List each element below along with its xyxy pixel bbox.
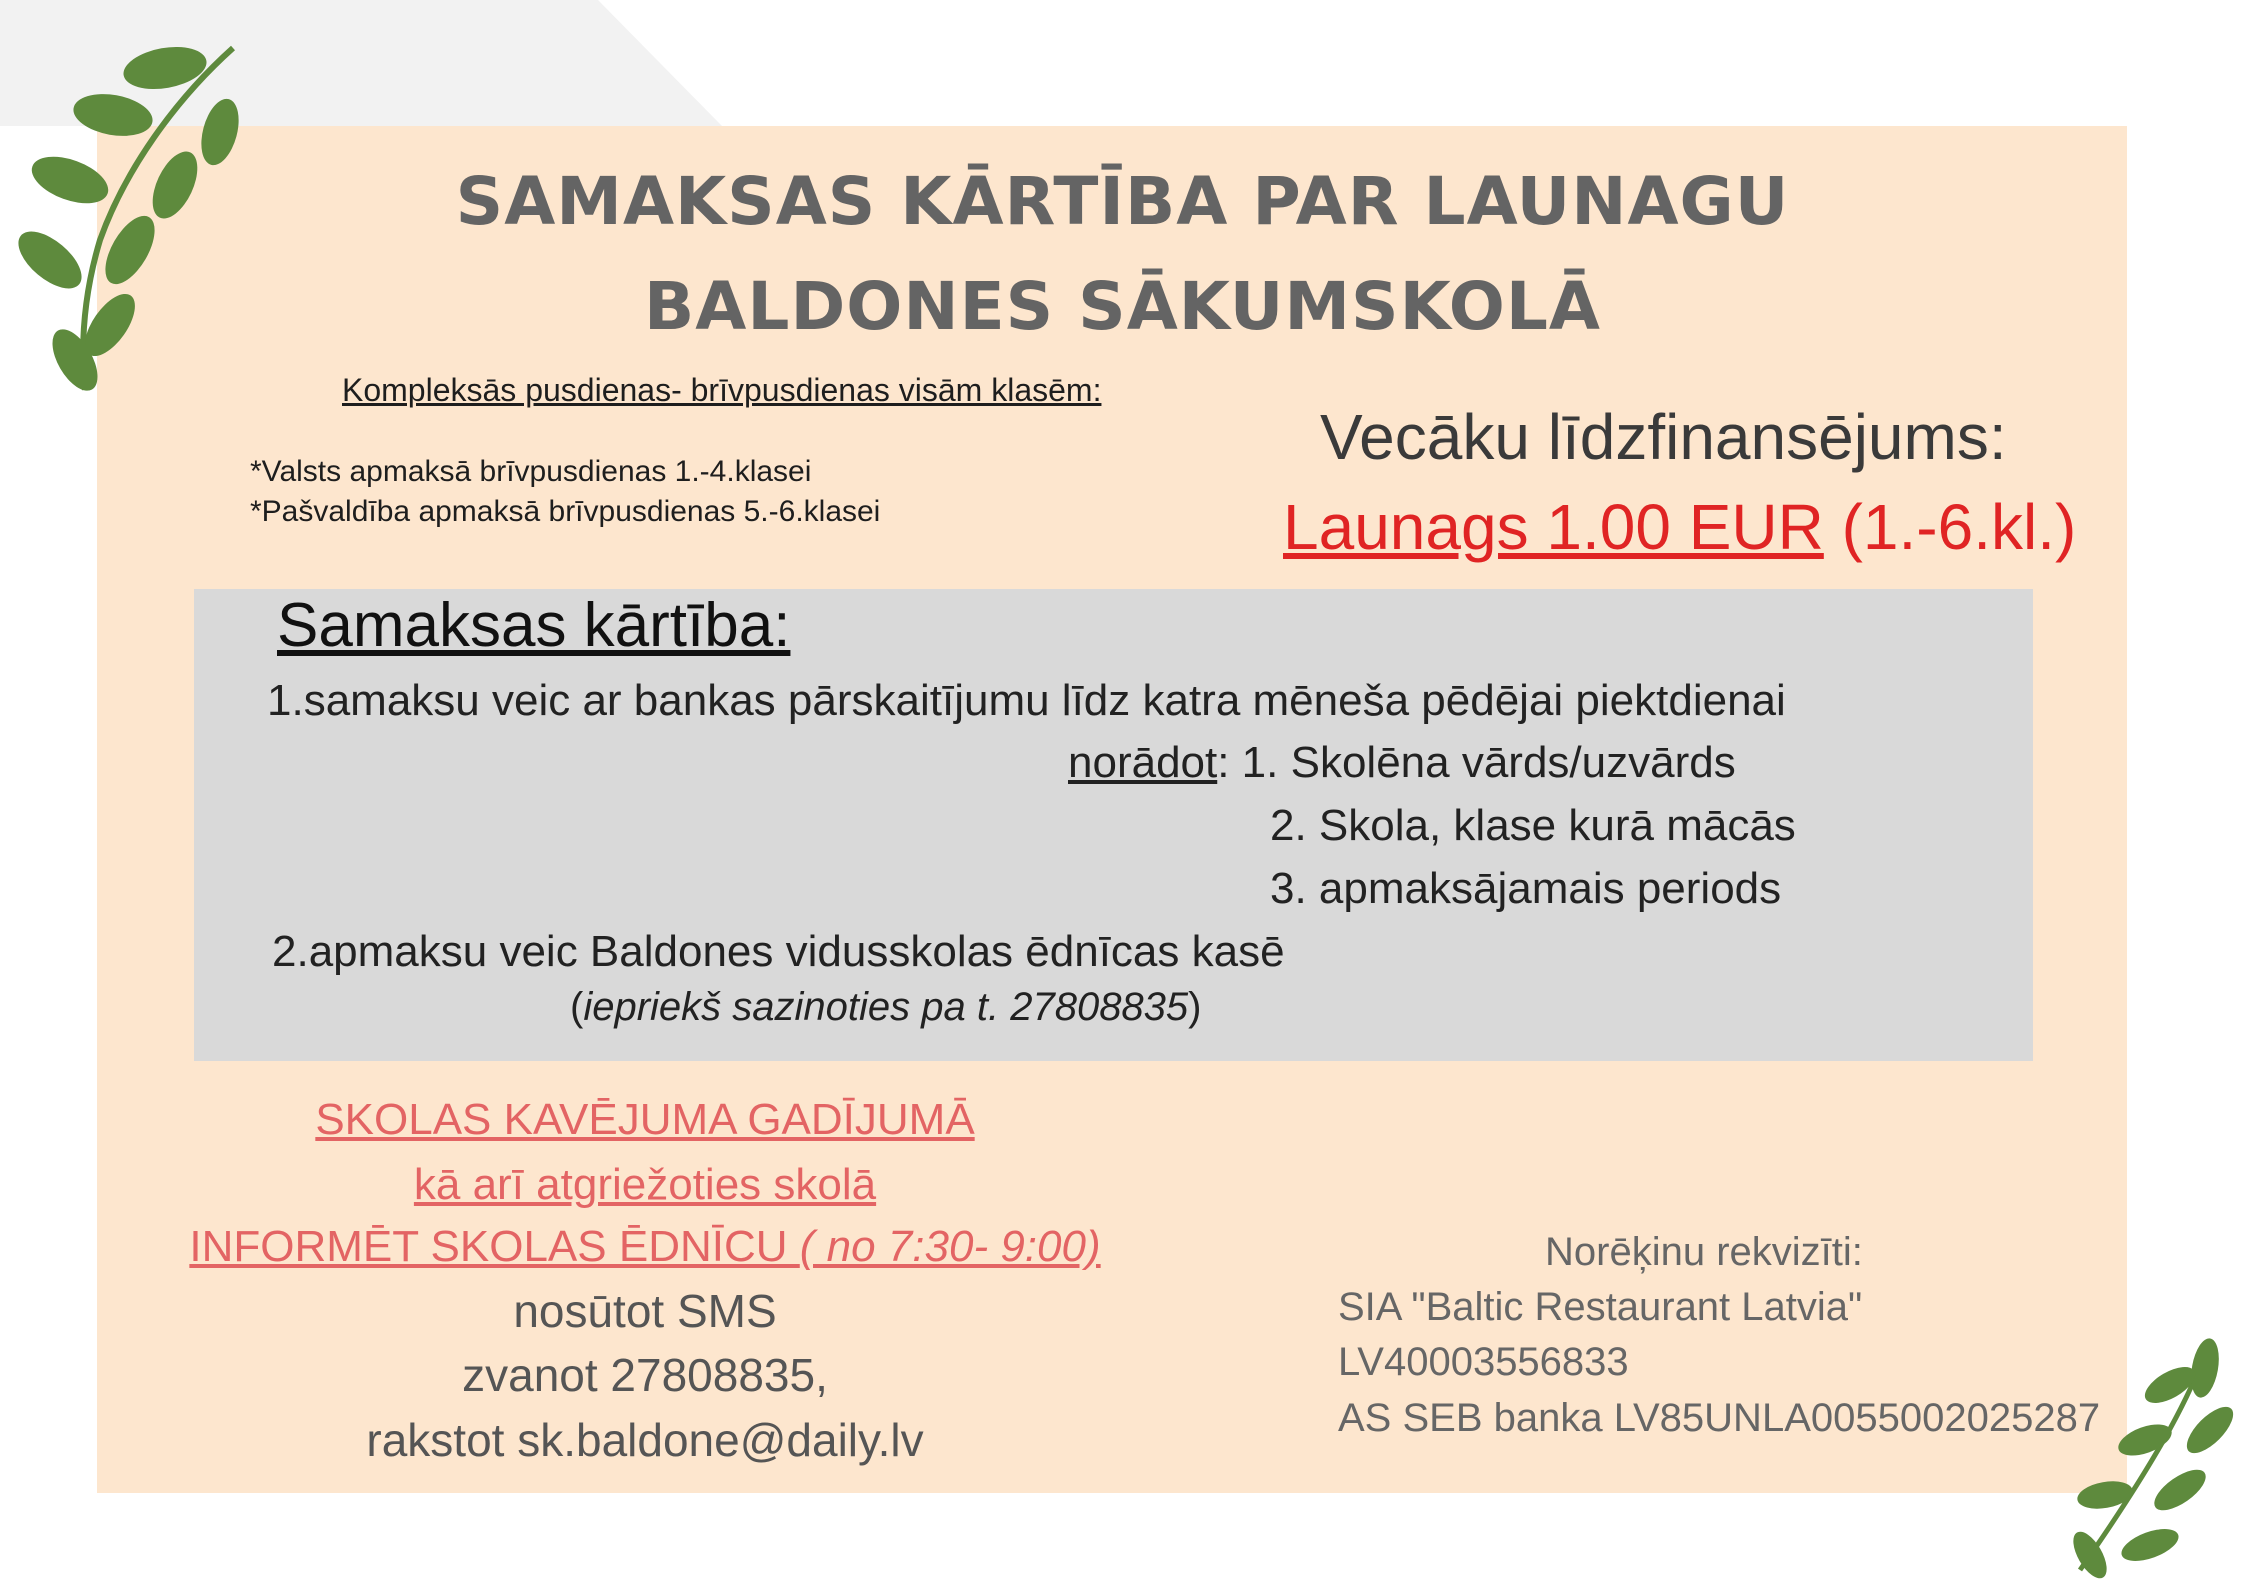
contact-phone: zvanot 27808835, [462,1349,828,1401]
billing-company: SIA "Baltic Restaurant Latvia" [1338,1285,1863,1329]
inform-canteen: INFORMĒT SKOLAS ĒDNĪCU [189,1222,800,1271]
payment-step-2: 2.apmaksu veic Baldones vidusskolas ēdnīcas kasē [272,927,1285,976]
absence-line-2: kā arī atgriežoties skolā [413,1160,877,1209]
indicating-label: norādot [1068,738,1218,787]
absence-line-3 [147,1222,1143,1272]
cofinancing-label: Vecāku līdzfinansējums: [1320,401,2007,473]
lunch-note-state: *Valsts apmaksā brīvpusdienas 1.-4.klasei [250,455,812,488]
payment-step-1: 1.samaksu veic ar bankas pārskaitījumu līdz katra mēneša pēdējai piektdienai [267,676,1786,725]
lunch-heading: Kompleksās pusdienas- brīvpusdienas visām klasēm: [342,372,1102,408]
billing-reg-no: LV40003556833 [1338,1340,1629,1384]
absence-line-1: SKOLAS KAVĒJUMA GADĪJUMĀ [315,1095,975,1144]
payment-heading: Samaksas kārtība: [277,591,791,660]
phone-note [570,985,1202,1030]
canteen-hours: ( no 7:30- 9:00) [799,1222,1101,1271]
snack-price: Launags 1.00 EUR [1283,491,1824,563]
lunch-note-municipality: *Pašvaldība apmaksā brīvpusdienas 5.-6.klasei [250,495,881,528]
phone-note-text: iepriekš sazinoties pa t. 27808835 [583,985,1189,1029]
phone-note-open: ( [570,985,584,1029]
indicate-item-1: : 1. Skolēna vārds/uzvārds [1217,738,1736,787]
indicate-item-3: 3. apmaksājamais periods [1270,864,1782,913]
billing-bank: AS SEB banka LV85UNLA0055002025287 [1338,1396,2101,1440]
payment-indicate [1068,738,1736,788]
billing-title: Norēķinu rekvizīti: [1545,1230,1863,1274]
contact-email: rakstot sk.baldone@daily.lv [366,1414,924,1466]
leaf-branch-icon [2060,1330,2240,1580]
page-title-line1: SAMAKSAS KĀRTĪBA PAR LAUNAGU [455,163,1790,240]
page-title-line2: BALDONES SĀKUMSKOLĀ [644,268,1601,345]
contact-sms: nosūtot SMS [513,1285,777,1337]
price-line [1283,490,2076,564]
phone-note-close: ) [1188,985,1202,1029]
indicate-item-2: 2. Skola, klase kurā mācās [1270,801,1796,850]
price-classes: (1.-6.kl.) [1841,491,2077,563]
